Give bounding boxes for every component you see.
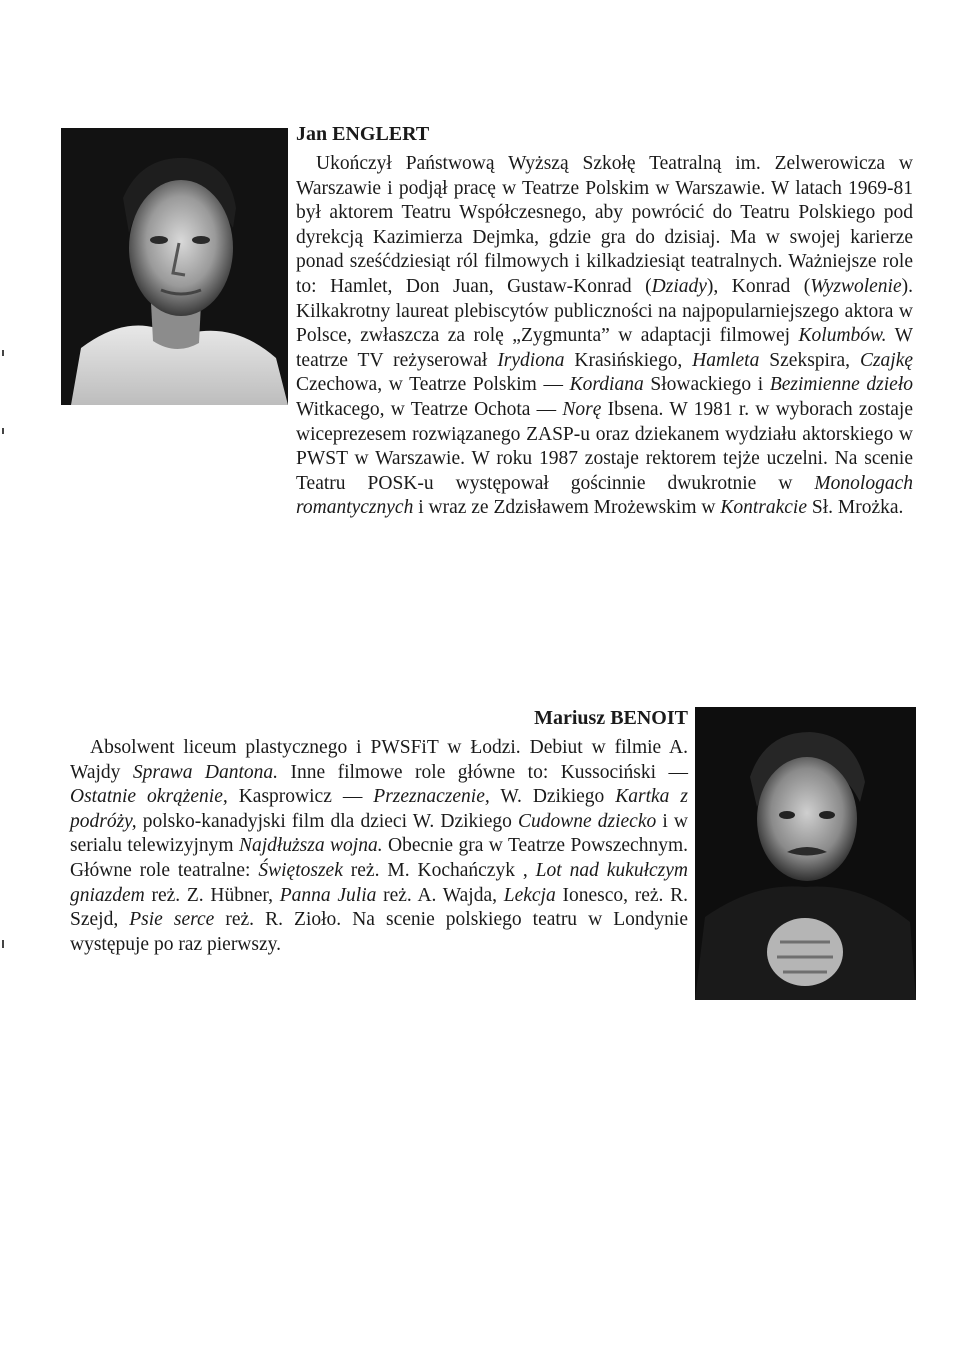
actor-name-benoit: Mariusz BENOIT: [534, 707, 688, 729]
bio-title-italic: Przeznaczenie,: [373, 786, 490, 808]
bio-text-run: Ukończył Państwową Wyższą Szkołę Teatralną im. Zelwerowicza w Warszawie i podjął pracę w Teatrze Polskim w Warszawie. W latach 1969-81 był aktorem Teatru Współczesnego, aby powrócić do Teatru Polskiego pod dyrekcją Kazimierza Dejmka, gdzie gra do dzisiaj. Ma w swojej karierze ponad sześćdziesiąt ról filmowych i kilkadziesiąt teatralnych. Ważniejsze role to: Hamlet, Don Juan, Gustaw-Konrad (: [296, 153, 913, 297]
bio-benoit: [70, 706, 688, 957]
bio-title-italic: Kordiana: [569, 374, 644, 396]
bio-title-italic: Irydiona: [497, 349, 565, 371]
bio-text-run: W. Dzikiego: [489, 786, 616, 808]
bio-title-italic: Panna Julia: [279, 884, 377, 906]
bio-title-italic: Czajkę: [859, 349, 914, 371]
bio-title-italic: Lekcja: [503, 884, 556, 906]
scan-mark: [2, 940, 4, 948]
bio-title-italic: Ostatnie okrążenie,: [70, 786, 228, 808]
bio-title-italic: Psie serce: [129, 909, 215, 931]
bio-text-run: Czechowa, w Teatrze Polskim —: [296, 374, 570, 396]
bio-text-run: Ionesco, reż. R. Szejd,: [70, 884, 689, 931]
bio-title-italic: Cudowne dziecko: [517, 810, 657, 832]
bio-text-run: Słowackiego i: [643, 374, 770, 396]
bio-text-run: Obecnie gra w Teatrze Powszechnym. Główne role teatralne:: [70, 835, 688, 881]
bio-text-run: Absolwent liceum plastycznego i PWSFiT w Łodzi. Debiut w filmie A. Wajdy: [70, 737, 688, 783]
bio-title-italic: Najdłuższa wojna.: [239, 835, 383, 857]
bio-title-italic: Kontrakcie: [720, 497, 808, 519]
bio-title-italic: Bezimienne dzieło: [769, 374, 913, 396]
bio-title-italic: Kartka z podróży,: [70, 786, 688, 832]
scan-mark: [2, 350, 4, 356]
bio-title-italic: Norę: [562, 398, 602, 420]
bio-text-benoit: [70, 736, 688, 957]
scan-mark: [2, 428, 4, 434]
bio-title-italic: Kolumbów.: [798, 325, 887, 347]
bio-englert: [296, 122, 913, 521]
bio-text-run: ), Konrad (: [706, 275, 811, 297]
bio-text-run: reż. A. Wajda,: [376, 884, 504, 906]
portrait-photo-englert: [61, 128, 288, 405]
bio-title-italic: Wyzwolenie: [810, 275, 902, 297]
portrait-photo-benoit: [695, 707, 916, 1000]
bio-text-run: i w serialu telewizyjnym: [70, 810, 688, 857]
bio-text-run: Ibsena. W 1981 r. w wyborach zostaje wiceprezesem rozwiązanego ZASP-u oraz dziekanem wydziału aktorskiego w PWST w Warszawie. W roku 1987 zostaje rektorem tejże uczelni. Na scenie Teatru POSK-u występował gościnnie dwukrotnie w: [296, 398, 913, 494]
bio-title-italic: Dziady: [651, 275, 707, 297]
bio-text-run: Kasprowicz —: [227, 786, 374, 808]
bio-text-run: i wraz ze Zdzisławem Mrożewskim w: [413, 497, 721, 519]
bio-text-run: Witkacego, w Teatrze Ochota —: [296, 398, 563, 420]
bio-title-italic: Sprawa Dantona.: [132, 761, 279, 783]
bio-text-run: Krasińskiego,: [564, 349, 693, 371]
actor-name-englert: Jan ENGLERT: [296, 123, 430, 145]
bio-text-run: Szekspira,: [759, 349, 860, 371]
bio-text-run: polsko-kanadyjski film dla dzieci W. Dzikiego: [136, 810, 518, 832]
bio-title-italic: Świętoszek: [258, 859, 343, 881]
bio-title-italic: Hamleta: [692, 349, 760, 371]
bio-text-run: Sł. Mrożka.: [807, 497, 904, 519]
bio-text-run: reż. R. Zioło. Na scenie polskiego teatru w Londynie występuje po raz pierwszy.: [70, 909, 688, 955]
bio-text-run: Inne filmowe role główne to: Kussociński —: [278, 761, 688, 783]
bio-title-italic: Monologach romantycznych: [296, 472, 913, 519]
bio-text-run: ). Kilkakrotny laureat plebiscytów publiczności na najpopularniejszego aktora w Polsce, zwłaszcza za rolę „Zygmunta” w adaptacji filmowej: [296, 275, 914, 347]
bio-text-englert: [296, 152, 913, 521]
bio-title-italic: Lot nad kukułczym gniazdem: [70, 859, 688, 906]
bio-text-run: reż. Z. Hübner,: [144, 884, 280, 906]
bio-text-run: reż. M. Kochańczyk ,: [342, 859, 536, 881]
bio-text-run: W teatrze TV reżyserował: [296, 325, 913, 371]
